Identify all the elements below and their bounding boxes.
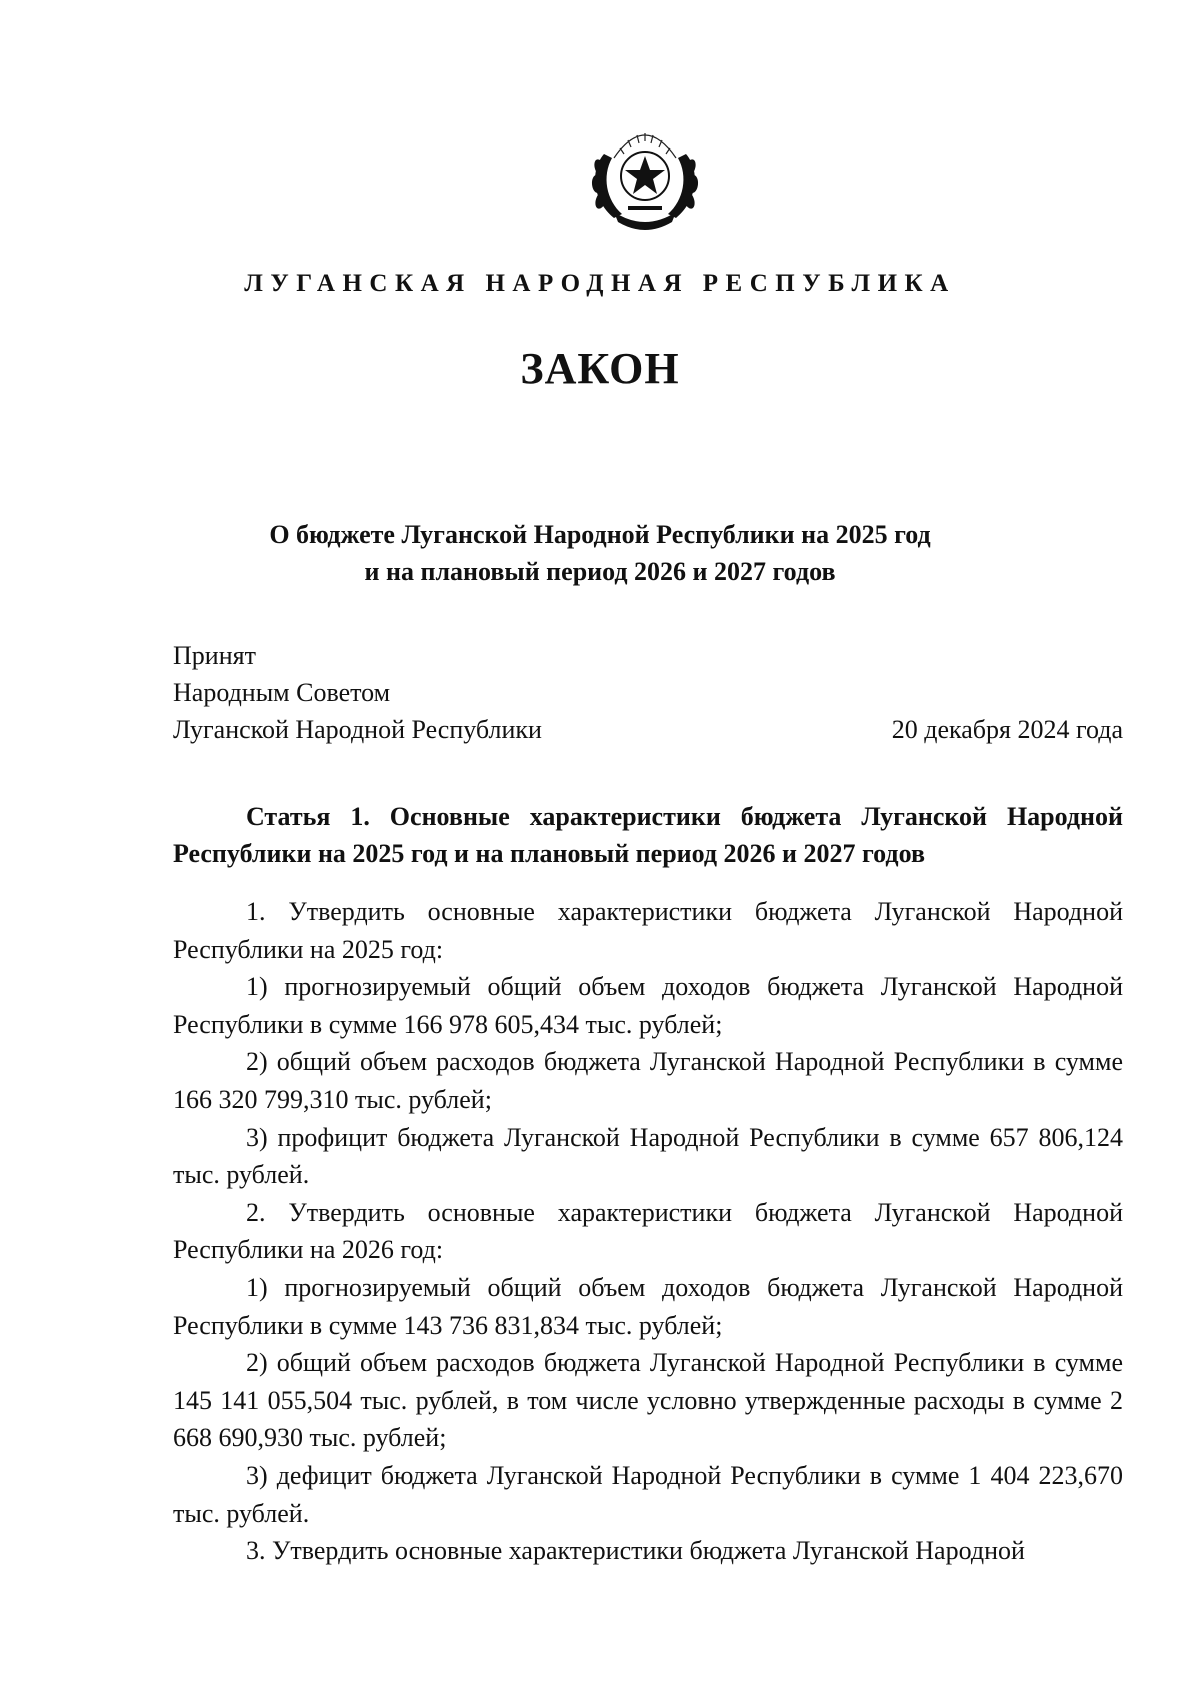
article-heading: Статья 1. Основные характеристики бюджета Луганской Народной Республики на 2025 год и на плановый период 2026 и 2027 годов — [173, 802, 1123, 868]
star-wreath-emblem-icon — [584, 118, 706, 232]
paragraph: 1) прогнозируемый общий объем доходов бюджета Луганской Народной Республики в сумме 143 736 831,834 тыс. рублей; — [173, 1272, 1123, 1340]
paragraph: 3) дефицит бюджета Луганской Народной Республики в сумме 1 404 223,670 тыс. рублей. — [173, 1460, 1123, 1528]
paragraph: 3) профицит бюджета Луганской Народной Республики в сумме 657 806,124 тыс. рублей. — [173, 1122, 1123, 1190]
paragraph: 2) общий объем расходов бюджета Луганской Народной Республики в сумме 145 141 055,504 тыс. рублей, в том числе условно утвержденные расходы в сумме 2 668 690,930 тыс. рублей; — [173, 1348, 1123, 1453]
document-type: ЗАКОН — [520, 344, 680, 393]
law-title-line: О бюджете Луганской Народной Республики на 2025 год — [269, 520, 931, 549]
adopted-label: Принят — [173, 641, 256, 670]
adopted-row — [173, 711, 1123, 748]
adoption-date: 20 декабря 2024 года — [891, 715, 1123, 744]
paragraph: 1) прогнозируемый общий объем доходов бюджета Луганской Народной Республики в сумме 166 978 605,434 тыс. рублей; — [173, 972, 1123, 1039]
paragraph: 3. Утвердить основные характеристики бюджета Луганской Народной — [246, 1536, 1025, 1566]
article-body — [173, 893, 1123, 1570]
law-title — [0, 516, 1200, 590]
adoption-block — [173, 637, 1123, 748]
adopted-republic: Луганской Народной Республики — [173, 715, 542, 744]
paragraph: 2. Утвердить основные характеристики бюджета Луганской Народной Республики на 2026 год: — [173, 1197, 1123, 1265]
republic-name: ЛУГАНСКАЯ НАРОДНАЯ РЕСПУБЛИКА — [244, 270, 956, 297]
paragraph: 2) общий объем расходов бюджета Луганской Народной Республики в сумме 166 320 799,310 тыс. рублей; — [173, 1047, 1123, 1114]
paragraph: 1. Утвердить основные характеристики бюджета Луганской Народной Республики на 2025 год: — [173, 897, 1123, 964]
law-title-line: и на плановый период 2026 и 2027 годов — [364, 557, 836, 586]
adopted-body: Народным Советом — [173, 678, 391, 707]
